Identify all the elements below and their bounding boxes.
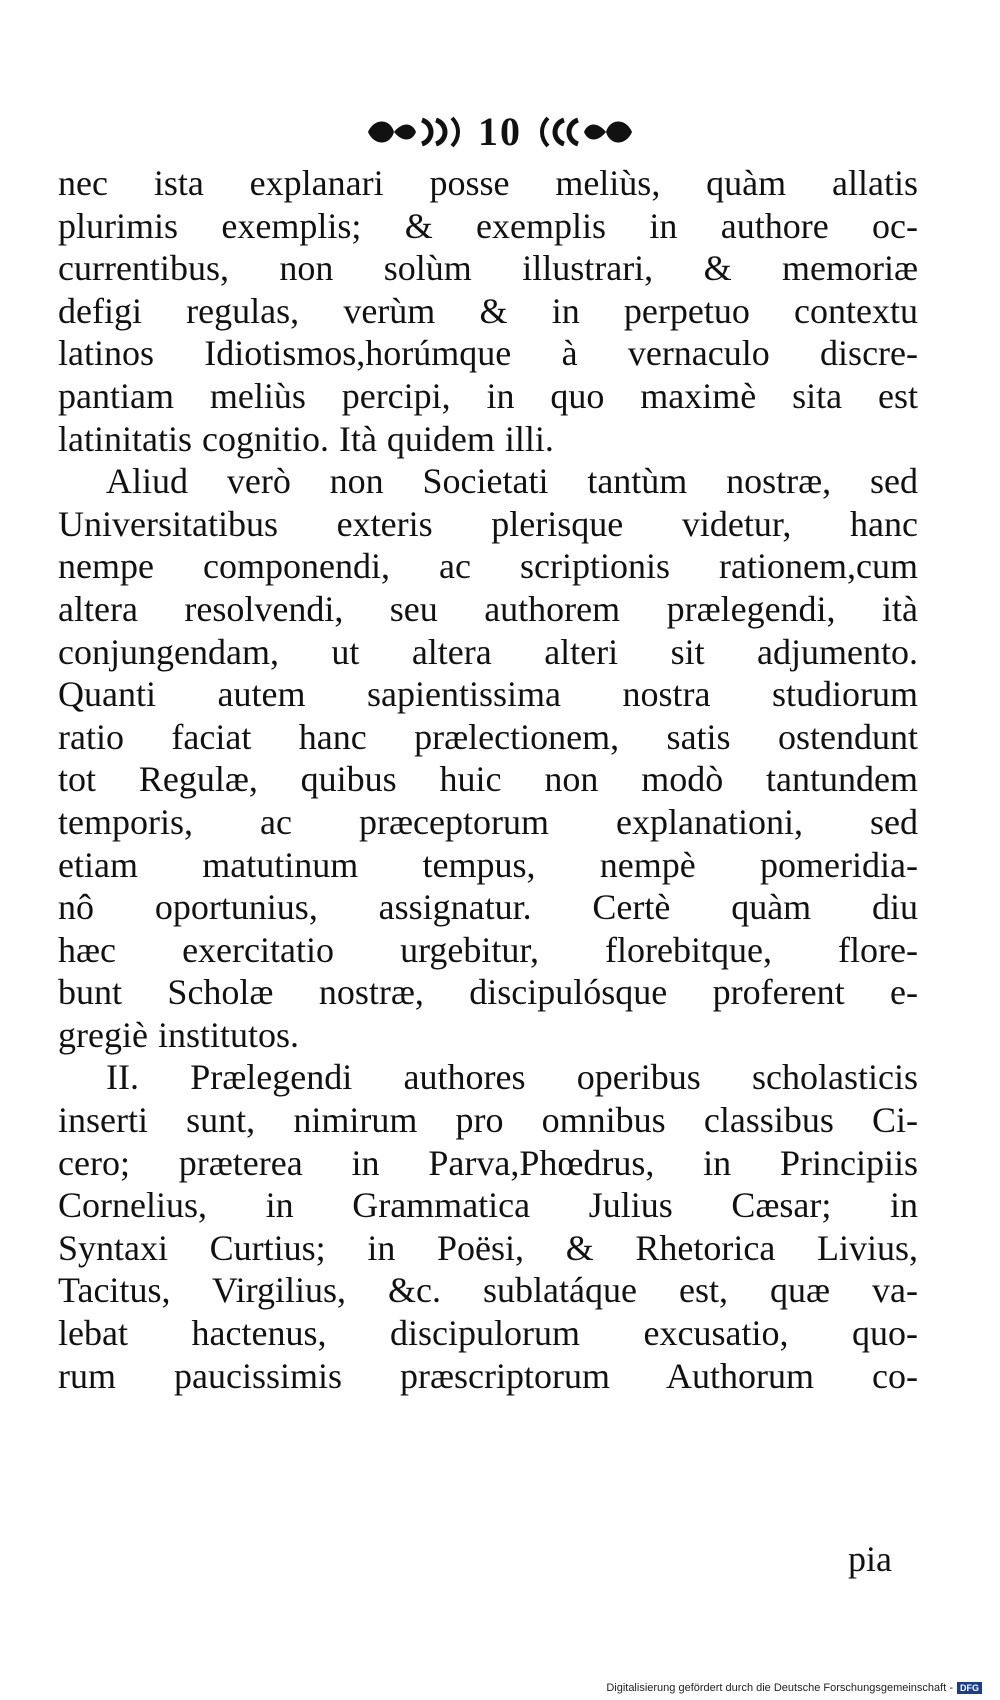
right-ornament-icon [536, 114, 636, 150]
text-line: gregiè institutos. [58, 1014, 299, 1055]
page-number: 10 [478, 109, 522, 154]
text-line: nô oportunius, assignatur. Certè quàm diu [58, 887, 918, 928]
text-line: temporis, ac præceptorum explanationi, sed [58, 801, 918, 842]
text-line: lebat hactenus, discipulorum excusatio, quo- [58, 1313, 918, 1354]
text-line: defigi regulas, verùm & in perpetuo contextu [58, 290, 918, 331]
text-line: Syntaxi Curtius; in Poësi, & Rhetorica Livius, [58, 1227, 918, 1268]
text-line: nempe componendi, ac scriptionis rationem,cum [58, 546, 918, 587]
text-line: Aliud verò non Societati tantùm nostræ, sed [106, 461, 918, 502]
text-line: inserti sunt, nimirum pro omnibus classibus Ci- [58, 1100, 918, 1141]
digitization-credit [606, 1682, 982, 1694]
text-line: conjungendam, ut altera alteri sit adjumento. [58, 631, 918, 672]
text-line: tot Regulæ, quibus huic non modò tantundem [58, 759, 918, 800]
left-ornament-icon [364, 114, 464, 150]
credit-text: Digitalisierung gefördert durch die Deutsche Forschungsgemeinschaft - [606, 1682, 953, 1694]
text-line: latinos Idiotismos,horúmque à vernaculo discre- [58, 333, 918, 374]
text-line: pantiam meliùs percipi, in quo maximè sita est [58, 375, 918, 416]
catchword: pia [848, 1539, 892, 1579]
text-line: etiam matutinum tempus, nempè pomeridia- [58, 844, 918, 885]
dfg-logo: DFG [957, 1682, 982, 1694]
text-line: hæc exercitatio urgebitur, florebitque, flore- [58, 929, 918, 970]
text-line: Quanti autem sapientissima nostra studiorum [58, 674, 918, 715]
text-line: bunt Scholæ nostræ, discipulósque proferent e- [58, 972, 918, 1013]
body-text [58, 162, 918, 1397]
text-line: currentibus, non solùm illustrari, & memoriæ [58, 248, 918, 289]
text-line: nec ista explanari posse meliùs, quàm allatis [58, 163, 918, 203]
text-line: rum paucissimis præscriptorum Authorum co- [58, 1355, 918, 1396]
text-line: altera resolvendi, seu authorem prælegendi, ità [58, 588, 918, 629]
text-line: Cornelius, in Grammatica Julius Cæsar; in [58, 1185, 918, 1226]
text-line: Universitatibus exteris plerisque videtur, hanc [58, 503, 918, 544]
text-line: II. Prælegendi authores operibus scholasticis [106, 1057, 918, 1098]
text-line: cero; præterea in Parva,Phœdrus, in Principiis [58, 1142, 918, 1183]
text-line: latinitatis cognitio. Ità quidem illi. [58, 418, 554, 459]
text-line: plurimis exemplis; & exemplis in authore oc- [58, 205, 918, 246]
text-line: ratio faciat hanc prælectionem, satis ostendunt [58, 716, 918, 757]
page-header [0, 108, 1000, 155]
text-line: Tacitus, Virgilius, &c. sublatáque est, quæ va- [58, 1270, 918, 1311]
